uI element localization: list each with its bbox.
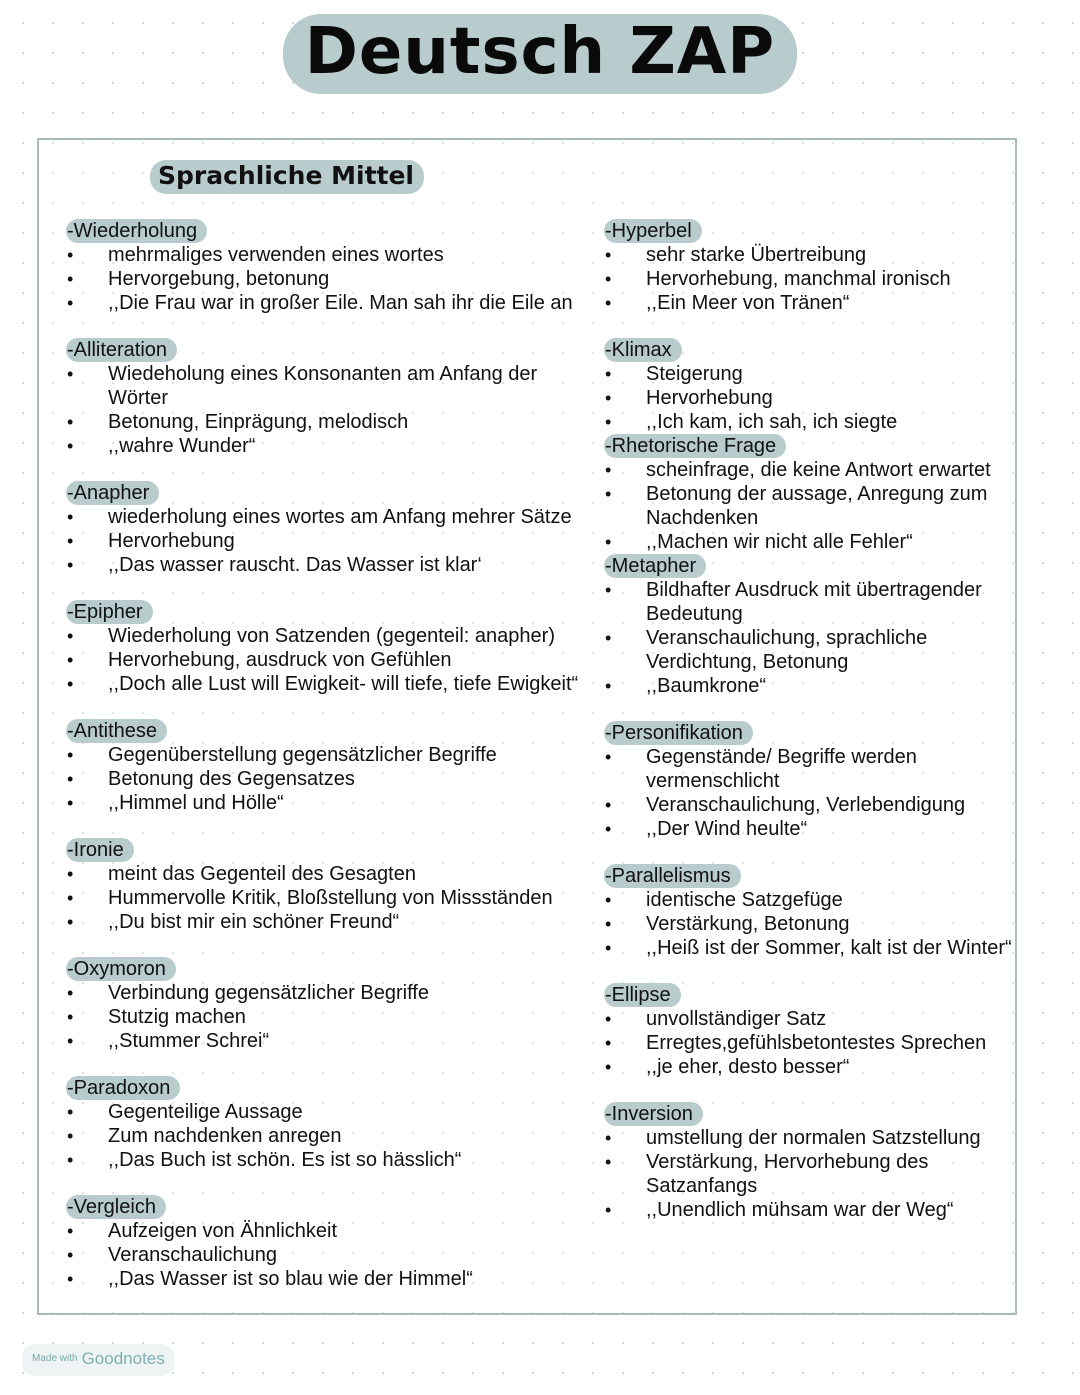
list-item: • Veranschaulichung, sprachliche Verdichtung, Betonung: [604, 626, 1014, 674]
section: [604, 721, 1014, 841]
bullet-list: [604, 243, 1014, 315]
section: [66, 1076, 601, 1172]
section-heading: -Antithese: [66, 719, 167, 743]
left-column: [66, 219, 601, 1291]
list-item: • ,,Die Frau war in großer Eile. Man sah ihr die Eile an: [66, 291, 601, 315]
section-heading: -Klimax: [604, 338, 682, 362]
list-item: • wiederholung eines wortes am Anfang mehrer Sätze: [66, 505, 601, 529]
section: [66, 338, 601, 458]
list-item: • mehrmaliges verwenden eines wortes: [66, 243, 601, 267]
list-item: • Stutzig machen: [66, 1005, 601, 1029]
section: [66, 719, 601, 815]
list-item: • Steigerung: [604, 362, 1014, 386]
section: [604, 219, 1014, 315]
list-item: • ,,wahre Wunder“: [66, 434, 601, 458]
section: [66, 838, 601, 934]
bullet-list: [66, 981, 601, 1053]
bullet-list: [66, 862, 601, 934]
list-item: • ,,Das Wasser ist so blau wie der Himmel“: [66, 1267, 601, 1291]
list-item: • Verstärkung, Betonung: [604, 912, 1014, 936]
list-item: • Hervorhebung, manchmal ironisch: [604, 267, 1014, 291]
bullet-list: [66, 243, 601, 315]
bullet-list: [604, 1126, 1014, 1222]
list-item: • ,,Ich kam, ich sah, ich siegte: [604, 410, 1014, 434]
list-item: • Veranschaulichung: [66, 1243, 601, 1267]
list-item: • Hervorhebung, ausdruck von Gefühlen: [66, 648, 601, 672]
bullet-list: [66, 624, 601, 696]
section-heading: -Epipher: [66, 600, 153, 624]
list-item: • Hervorhebung: [66, 529, 601, 553]
list-item: • ,,Das wasser rauscht. Das Wasser ist klar‘: [66, 553, 601, 577]
section-heading: -Metapher: [604, 554, 706, 578]
list-item: • Betonung der aussage, Anregung zum Nachdenken: [604, 482, 1014, 530]
footer-badge: [22, 1344, 175, 1376]
list-item: • meint das Gegenteil des Gesagten: [66, 862, 601, 886]
section: [66, 1195, 601, 1291]
section-heading: -Paradoxon: [66, 1076, 180, 1100]
bullet-list: [604, 362, 1014, 434]
section-heading: -Parallelismus: [604, 864, 741, 888]
list-item: • Gegenteilige Aussage: [66, 1100, 601, 1124]
list-item: • Aufzeigen von Ähnlichkeit: [66, 1219, 601, 1243]
section-heading: -Vergleich: [66, 1195, 166, 1219]
section-heading: -Anapher: [66, 481, 159, 505]
section: [604, 1102, 1014, 1222]
list-item: • identische Satzgefüge: [604, 888, 1014, 912]
list-item: • ,,Das Buch ist schön. Es ist so hässlich“: [66, 1148, 601, 1172]
section-heading: -Alliteration: [66, 338, 177, 362]
list-item: • Erregtes,gefühlsbetontestes Sprechen: [604, 1031, 1014, 1055]
list-item: • Veranschaulichung, Verlebendigung: [604, 793, 1014, 817]
list-item: • ,,Doch alle Lust will Ewigkeit- will tiefe, tiefe Ewigkeit“: [66, 672, 601, 696]
section-heading: -Oxymoron: [66, 957, 176, 981]
bullet-list: [66, 505, 601, 577]
bullet-list: [66, 743, 601, 815]
section-heading: -Personifikation: [604, 721, 753, 745]
right-column: [604, 219, 1014, 1222]
bullet-list: [66, 1100, 601, 1172]
section-heading: -Ironie: [66, 838, 134, 862]
section: [604, 434, 1014, 554]
section: [66, 219, 601, 315]
list-item: • sehr starke Übertreibung: [604, 243, 1014, 267]
list-item: • ,,Baumkrone“: [604, 674, 1014, 698]
section-title: Sprachliche Mittel: [150, 160, 424, 194]
section-heading: -Hyperbel: [604, 219, 702, 243]
title-area: [0, 14, 1080, 94]
list-item: • ,,Heiß ist der Sommer, kalt ist der Winter“: [604, 936, 1014, 960]
goodnotes-logo: Goodnotes: [81, 1349, 165, 1368]
list-item: • ,,Unendlich mühsam war der Weg“: [604, 1198, 1014, 1222]
list-item: • scheinfrage, die keine Antwort erwartet: [604, 458, 1014, 482]
bullet-list: [66, 1219, 601, 1291]
list-item: • Gegenstände/ Begriffe werden vermenschlicht: [604, 745, 1014, 793]
list-item: • Gegenüberstellung gegensätzlicher Begriffe: [66, 743, 601, 767]
list-item: • unvollständiger Satz: [604, 1007, 1014, 1031]
section: [604, 338, 1014, 434]
section: [604, 554, 1014, 698]
list-item: • Zum nachdenken anregen: [66, 1124, 601, 1148]
list-item: • Hervorgebung, betonung: [66, 267, 601, 291]
list-item: • ,,Stummer Schrei“: [66, 1029, 601, 1053]
section: [66, 957, 601, 1053]
list-item: • Betonung des Gegensatzes: [66, 767, 601, 791]
list-item: • Verbindung gegensätzlicher Begriffe: [66, 981, 601, 1005]
list-item: • Hervorhebung: [604, 386, 1014, 410]
bullet-list: [604, 458, 1014, 554]
list-item: • Bildhafter Ausdruck mit übertragender Bedeutung: [604, 578, 1014, 626]
bullet-list: [604, 888, 1014, 960]
list-item: • Wiedeholung eines Konsonanten am Anfang der Wörter: [66, 362, 601, 410]
section: [66, 600, 601, 696]
list-item: • ,,Himmel und Hölle“: [66, 791, 601, 815]
list-item: • ,,Machen wir nicht alle Fehler“: [604, 530, 1014, 554]
list-item: • umstellung der normalen Satzstellung: [604, 1126, 1014, 1150]
bullet-list: [604, 1007, 1014, 1079]
list-item: • ,,Ein Meer von Tränen“: [604, 291, 1014, 315]
bullet-list: [604, 745, 1014, 841]
bullet-list: [66, 362, 601, 458]
section: [604, 983, 1014, 1079]
section-heading: -Inversion: [604, 1102, 703, 1126]
section: [66, 481, 601, 577]
list-item: • ,,Der Wind heulte“: [604, 817, 1014, 841]
list-item: • ,,Du bist mir ein schöner Freund“: [66, 910, 601, 934]
list-item: • Wiederholung von Satzenden (gegenteil: anapher): [66, 624, 601, 648]
page-title: Deutsch ZAP: [283, 14, 797, 94]
section: [604, 864, 1014, 960]
section-heading: -Wiederholung: [66, 219, 207, 243]
section-heading: -Ellipse: [604, 983, 681, 1007]
list-item: • Hummervolle Kritik, Bloßstellung von Missständen: [66, 886, 601, 910]
list-item: • Betonung, Einprägung, melodisch: [66, 410, 601, 434]
list-item: • Verstärkung, Hervorhebung des Satzanfangs: [604, 1150, 1014, 1198]
bullet-list: [604, 578, 1014, 698]
list-item: • ,,je eher, desto besser“: [604, 1055, 1014, 1079]
made-with-label: Made with: [32, 1353, 78, 1364]
section-heading: -Rhetorische Frage: [604, 434, 786, 458]
